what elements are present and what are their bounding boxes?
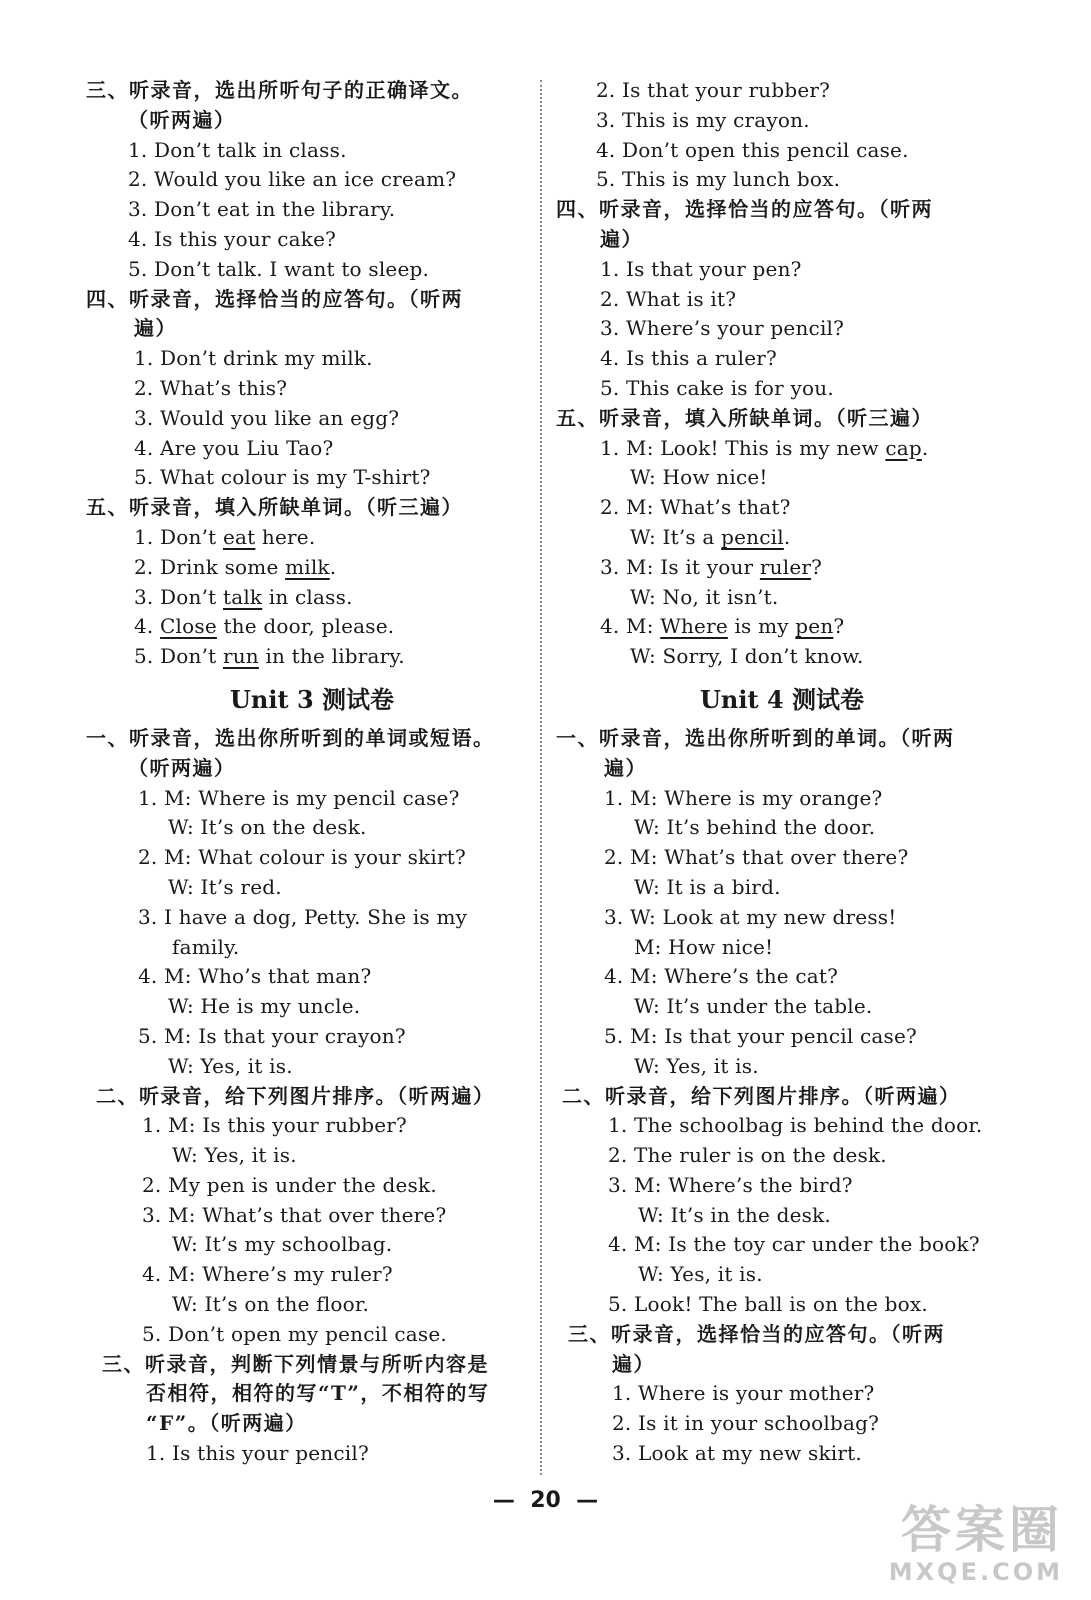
line-text: 2. M: What colour is your skirt? <box>138 845 466 870</box>
line-text: 4. M: <box>600 614 661 639</box>
page-number-value: 20 <box>530 1488 561 1513</box>
filled-blank: ruler <box>759 554 812 579</box>
line-text: W: Yes, it is. <box>634 1053 759 1078</box>
left-column <box>86 76 538 1469</box>
line-text: 三、听录音，选择恰当的应答句。（听两 <box>568 1321 945 1346</box>
line-text: 1. Don’t drink my milk. <box>134 346 373 371</box>
text-line <box>86 1111 538 1141</box>
section-heading <box>86 1409 538 1439</box>
line-text: W: It’s behind the door. <box>634 815 876 840</box>
text-line <box>86 374 538 404</box>
text-line <box>556 314 1008 344</box>
text-line <box>556 1111 1008 1141</box>
line-text: 1. Don’t <box>134 524 223 549</box>
section-heading <box>86 493 538 523</box>
line-text: 2. Is that your rubber? <box>596 78 831 102</box>
text-line <box>556 1379 1008 1409</box>
section-heading <box>86 1350 538 1380</box>
watermark-logo: 答案圈 <box>901 1501 1063 1559</box>
text-line <box>86 813 538 843</box>
line-text: the door, please. <box>216 614 395 639</box>
text-line <box>86 255 538 285</box>
line-text: M: How nice! <box>634 934 774 959</box>
text-line <box>86 583 538 613</box>
section-heading <box>556 754 1008 784</box>
text-line <box>86 1052 538 1082</box>
line-text: W: It’s under the table. <box>634 994 873 1019</box>
text-line <box>556 813 1008 843</box>
line-text: 四、听录音，选择恰当的应答句。（听两 <box>556 197 933 222</box>
text-line <box>86 992 538 1022</box>
line-text: 2. M: What’s that over there? <box>604 845 909 870</box>
line-text: W: It is a bird. <box>634 874 781 899</box>
text-line <box>86 843 538 873</box>
section-heading <box>556 1082 1008 1112</box>
line-text: 遍） <box>600 226 643 251</box>
line-text: 4. M: Where’s my ruler? <box>142 1262 393 1287</box>
line-text: 二、听录音，给下列图片排序。（听两遍） <box>96 1083 495 1108</box>
line-text: 5. M: Is that your crayon? <box>138 1023 406 1048</box>
line-text: 5. This cake is for you. <box>600 375 834 400</box>
filled-blank: Close <box>160 614 217 639</box>
section-heading <box>86 106 538 136</box>
line-text: 2. M: What’s that? <box>600 495 791 520</box>
text-line <box>86 1022 538 1052</box>
text-line <box>86 1230 538 1260</box>
text-line <box>86 195 538 225</box>
text-line <box>86 903 538 933</box>
line-text: 5. M: Is that your pencil case? <box>604 1023 917 1048</box>
line-text: is my <box>727 614 796 639</box>
text-line <box>86 165 538 195</box>
text-line <box>556 434 1008 464</box>
text-line <box>86 933 538 963</box>
text-line <box>556 583 1008 613</box>
line-text: Unit 3 测试卷 <box>230 684 394 714</box>
line-text: . <box>783 524 791 549</box>
line-text: 1. The schoolbag is behind the door. <box>608 1113 983 1138</box>
line-text: 4. M: Who’s that man? <box>138 964 372 989</box>
line-text: W: It’s my schoolbag. <box>172 1232 393 1257</box>
text-line <box>556 962 1008 992</box>
text-line <box>86 136 538 166</box>
text-line <box>556 463 1008 493</box>
line-text: 二、听录音，给下列图片排序。（听两遍） <box>562 1083 961 1108</box>
text-line <box>556 1290 1008 1320</box>
line-text: 5. Look! The ball is on the box. <box>608 1292 928 1317</box>
line-text: W: He is my uncle. <box>168 994 361 1019</box>
line-text: 3. I have a dog, Petty. She is my <box>138 904 468 929</box>
line-text: 3. Don’t <box>134 584 223 609</box>
line-text: family. <box>172 934 240 959</box>
line-text: 2. Is it in your schoolbag? <box>612 1411 880 1436</box>
line-text: 5. Don’t talk. I want to sleep. <box>128 256 430 281</box>
text-line <box>86 1290 538 1320</box>
line-text: 2. The ruler is on the desk. <box>608 1143 887 1168</box>
line-text: 四、听录音，选择恰当的应答句。（听两 <box>86 286 463 311</box>
text-line <box>556 903 1008 933</box>
line-text: 1. M: Where is my pencil case? <box>138 785 460 810</box>
line-text: 1. M: Is this your rubber? <box>142 1113 407 1138</box>
unit-title <box>86 672 538 724</box>
text-line <box>86 1141 538 1171</box>
text-line <box>556 165 1008 195</box>
line-text: 五、听录音，填入所缺单词。（听三遍） <box>556 405 933 430</box>
line-text: W: It’s in the desk. <box>638 1202 831 1227</box>
line-text: 5. Don’t open my pencil case. <box>142 1321 447 1346</box>
line-text: . <box>921 435 929 460</box>
line-text: 一、听录音，选出你所听到的单词。（听两 <box>556 725 955 750</box>
filled-blank: Where <box>660 614 728 639</box>
line-text: W: It’s red. <box>168 874 282 899</box>
line-text: 2. What is it? <box>600 286 737 311</box>
text-line <box>556 1171 1008 1201</box>
text-line <box>556 76 1008 106</box>
text-line <box>556 493 1008 523</box>
text-line <box>556 1022 1008 1052</box>
watermark-url: MXQE.COM <box>888 1558 1063 1586</box>
text-line <box>556 1260 1008 1290</box>
line-text: 遍） <box>604 755 647 780</box>
line-text: W: How nice! <box>630 465 768 490</box>
section-heading <box>86 724 538 754</box>
text-line <box>86 873 538 903</box>
filled-blank: cap <box>885 435 922 460</box>
section-heading <box>86 1379 538 1409</box>
line-text: ? <box>811 554 823 579</box>
line-text: 1. Is that your pen? <box>600 256 802 281</box>
text-line <box>86 642 538 672</box>
line-text: 3. Would you like an egg? <box>134 405 400 430</box>
text-line <box>556 1230 1008 1260</box>
section-heading <box>86 754 538 784</box>
text-line <box>86 523 538 553</box>
column-divider <box>540 80 542 1475</box>
line-text: in class. <box>262 584 353 609</box>
line-text: 4. M: Is the toy car under the book? <box>608 1232 980 1257</box>
text-line <box>556 374 1008 404</box>
text-line <box>86 225 538 255</box>
line-text: Unit 4 测试卷 <box>700 684 864 714</box>
section-heading <box>556 225 1008 255</box>
line-text: 3. M: Where’s the bird? <box>608 1172 853 1197</box>
filled-blank: eat <box>222 524 256 549</box>
line-text: W: No, it isn’t. <box>630 584 779 609</box>
text-line <box>86 962 538 992</box>
line-text: 遍） <box>134 316 177 341</box>
line-text: 遍） <box>612 1351 655 1376</box>
unit-title <box>556 672 1008 724</box>
text-line <box>86 1439 538 1469</box>
line-text: . <box>329 554 337 579</box>
line-text: W: It’s on the floor. <box>172 1292 370 1317</box>
line-text: W: Yes, it is. <box>172 1143 297 1168</box>
line-text: 5. This is my lunch box. <box>596 167 841 192</box>
text-line <box>556 285 1008 315</box>
section-heading <box>556 1350 1008 1380</box>
section-heading <box>556 1320 1008 1350</box>
line-text: “F”。（听两遍） <box>146 1411 307 1436</box>
line-text: 一、听录音，选出你所听到的单词或短语。 <box>86 725 495 750</box>
line-text: 1. M: Where is my orange? <box>604 785 883 810</box>
line-text: 三、听录音，判断下列情景与所听内容是 <box>102 1351 489 1376</box>
text-line <box>556 1439 1008 1469</box>
watermark <box>889 1502 1063 1586</box>
section-heading <box>556 404 1008 434</box>
line-text: 3. This is my crayon. <box>596 107 810 132</box>
line-text: 4. Don’t open this pencil case. <box>596 137 909 162</box>
text-line <box>556 136 1008 166</box>
text-line <box>86 344 538 374</box>
line-text: 5. What colour is my T-shirt? <box>134 465 431 490</box>
text-line <box>86 1260 538 1290</box>
text-line <box>556 344 1008 374</box>
text-line <box>86 463 538 493</box>
line-text: 2. Drink some <box>134 554 286 579</box>
text-line <box>556 553 1008 583</box>
line-text: 3. W: Look at my new dress! <box>604 904 897 929</box>
text-line <box>556 1141 1008 1171</box>
text-line <box>556 784 1008 814</box>
text-line <box>86 1201 538 1231</box>
text-line <box>556 642 1008 672</box>
line-text: in the library. <box>258 644 405 669</box>
line-text: 1. M: Look! This is my new <box>600 435 886 460</box>
line-text: W: It’s on the desk. <box>168 815 367 840</box>
line-text: 4. Is this a ruler? <box>600 346 777 371</box>
line-text: 1. Where is your mother? <box>612 1381 875 1406</box>
text-line <box>556 255 1008 285</box>
text-line <box>86 612 538 642</box>
text-line <box>86 784 538 814</box>
line-text: 否相符，相符的写“T”，不相符的写 <box>146 1381 490 1406</box>
section-heading <box>86 76 538 106</box>
line-text: 4. M: Where’s the cat? <box>604 964 839 989</box>
line-text: 4. Are you Liu Tao? <box>134 435 334 460</box>
right-column <box>556 76 1008 1469</box>
line-text: W: It’s a <box>630 524 722 549</box>
text-line <box>86 1320 538 1350</box>
filled-blank: pen <box>795 614 834 639</box>
line-text: 2. Would you like an ice cream? <box>128 167 457 192</box>
line-text: 3. M: What’s that over there? <box>142 1202 447 1227</box>
line-text: 4. <box>134 614 161 639</box>
text-line <box>86 1171 538 1201</box>
text-line <box>556 106 1008 136</box>
text-line <box>556 992 1008 1022</box>
line-text: 五、听录音，填入所缺单词。（听三遍） <box>86 495 463 520</box>
line-text: 3. Don’t eat in the library. <box>128 197 396 222</box>
text-line <box>556 1201 1008 1231</box>
line-text: W: Yes, it is. <box>638 1262 763 1287</box>
line-text: （听两遍） <box>128 107 236 132</box>
line-text: W: Yes, it is. <box>168 1053 293 1078</box>
section-heading <box>86 285 538 315</box>
line-text: 5. Don’t <box>134 644 223 669</box>
text-line <box>86 404 538 434</box>
line-text: W: Sorry, I don’t know. <box>630 644 864 669</box>
filled-blank: talk <box>222 584 263 609</box>
line-text: 1. Is this your pencil? <box>146 1441 369 1466</box>
line-text: 3. Look at my new skirt. <box>612 1441 862 1466</box>
text-line <box>556 843 1008 873</box>
filled-blank: pencil <box>721 524 784 549</box>
text-line <box>556 523 1008 553</box>
line-text: （听两遍） <box>128 755 236 780</box>
text-line <box>556 1052 1008 1082</box>
line-text: here. <box>255 524 316 549</box>
text-line <box>86 434 538 464</box>
line-text: 1. Don’t talk in class. <box>128 137 347 162</box>
line-text: 4. Is this your cake? <box>128 226 337 251</box>
section-heading <box>556 195 1008 225</box>
line-text: 2. What’s this? <box>134 375 288 400</box>
filled-blank: run <box>222 644 259 669</box>
text-line <box>556 933 1008 963</box>
text-line <box>86 553 538 583</box>
section-heading <box>86 314 538 344</box>
section-heading <box>86 1082 538 1112</box>
page-number: — 20 — <box>492 1488 599 1513</box>
text-line <box>556 873 1008 903</box>
filled-blank: milk <box>285 554 330 579</box>
line-text: 三、听录音，选出所听句子的正确译文。 <box>86 78 473 102</box>
line-text: ? <box>833 614 845 639</box>
text-line <box>556 612 1008 642</box>
line-text: 3. M: Is it your <box>600 554 760 579</box>
section-heading <box>556 724 1008 754</box>
text-line <box>556 1409 1008 1439</box>
line-text: 2. My pen is under the desk. <box>142 1172 437 1197</box>
line-text: 3. Where’s your pencil? <box>600 316 845 341</box>
